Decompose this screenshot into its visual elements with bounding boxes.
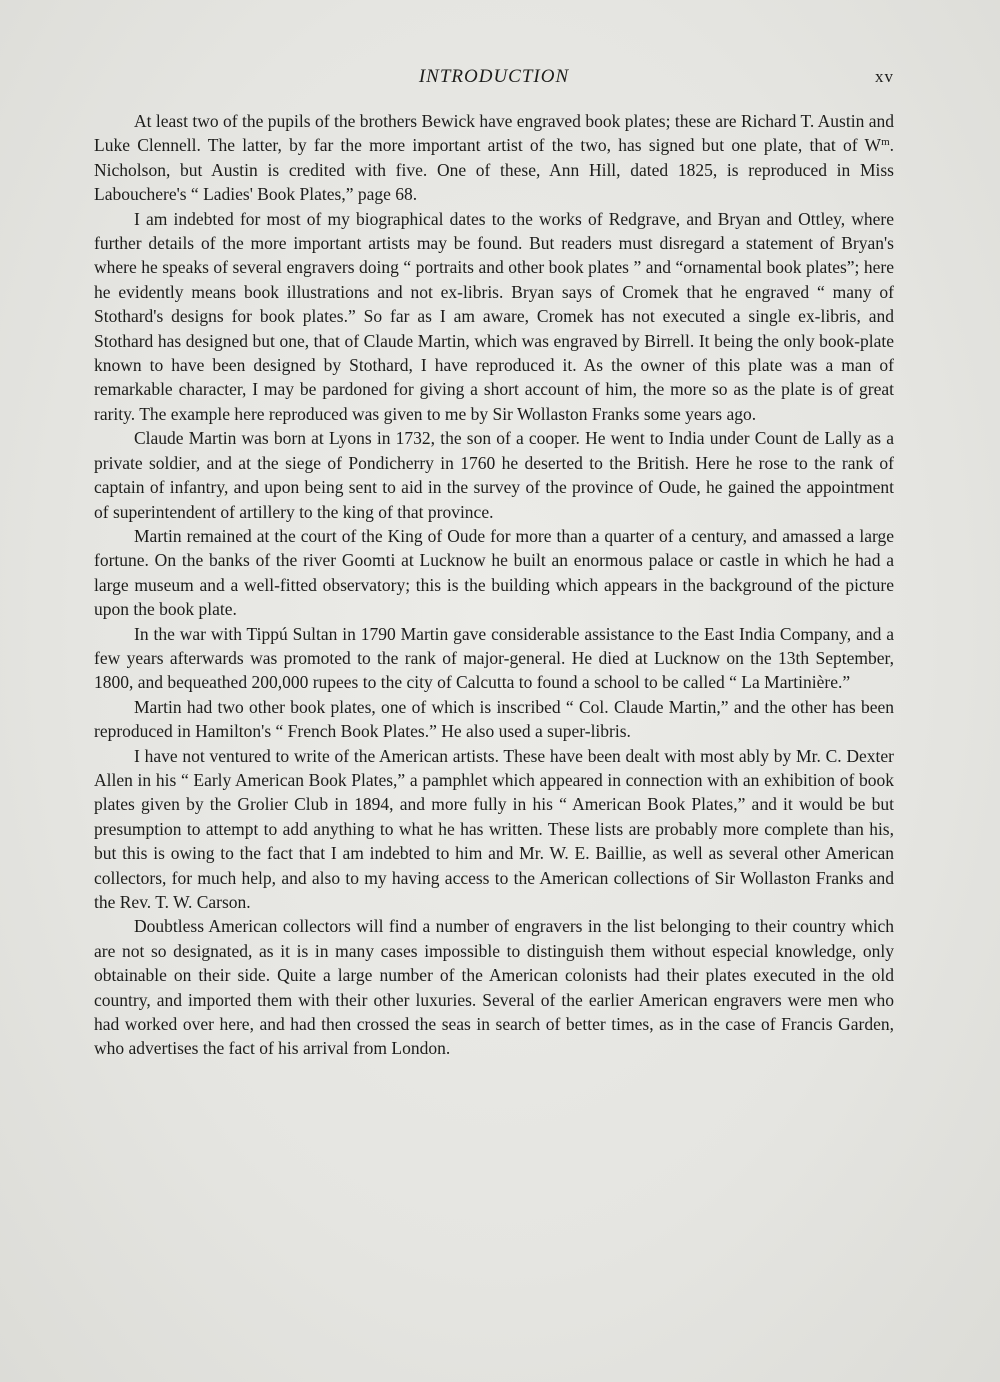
paragraph-biographical-dates: I am indebted for most of my biographical dates to the works of Redgrave, and Bryan and Ottley, where further details of the more important artists may be found. But readers must disregard a statement of Bryan's where he speaks of several engravers doing “ portraits and other book plates ” and “ornamental book plates”; here he evidently means book illustrations and not ex-libris. Bryan says of Cromek that he engraved “ many of Stothard's designs for book plates.” So far as I am aware, Cromek has not executed a single ex-libris, and Stothard has designed but one, that of Claude Martin, which was engraved by Birrell. It being the only book-plate known to have been designed by Stothard, I have reproduced it. As the owner of this plate was a man of remarkable character, I may be pardoned for giving a short account of him, the more so as the plate is of great rarity. The example here reproduced was given to me by Sir Wollaston Franks some years ago. [94, 208, 894, 424]
paragraph-american-collectors: Doubtless American collectors will find a number of engravers in the list belonging to their country which are not so designated, as it is in many cases impossible to distinguish them without especial knowledge, only obtainable on their side. Quite a large number of the American colonists had their plates executed in the old country, and imported them with their other luxuries. Several of the earlier American engravers were men who had worked over here, and had then crossed the seas in search of better times, as in the case of Francis Garden, who advertises the fact of his arrival from London. [94, 916, 894, 1059]
paragraph-tippu-sultan: In the war with Tippú Sultan in 1790 Martin gave considerable assistance to the East India Company, and a few years afterwards was promoted to the rank of major-general. He died at Lucknow on the 13th September, 1800, and bequeathed 200,000 rupees to the city of Calcutta to found a school to be called “ La Martinière.” [94, 623, 894, 693]
running-title: INTRODUCTION [418, 66, 570, 87]
paragraph-bewick-pupils [94, 109, 894, 207]
body-text [94, 109, 894, 1061]
superscript: m [881, 136, 890, 149]
page-number: xv [875, 67, 894, 86]
paragraph-claude-martin-birth: Claude Martin was born at Lyons in 1732, the son of a cooper. He went to India under Count de Lally as a private soldier, and at the siege of Pondicherry in 1760 he deserted to the British. Here he rose to the rank of captain of infantry, and upon being sent to aid in the survey of the province of Oude, he gained the appointment of superintendent of artillery to the king of that province. [94, 428, 894, 522]
paragraph-other-book-plates: Martin had two other book plates, one of which is inscribed “ Col. Claude Martin,” and the other has been reproduced in Hamilton's “ French Book Plates.” He also used a super-libris. [94, 696, 894, 742]
page-header [94, 64, 894, 90]
paragraph-text: . Nicholson, but Austin is credited with five. One of these, Ann Hill, dated 1825, is reproduced in Miss Labouchere's “ Ladies' Book Plates,” page 68. [94, 135, 894, 205]
paragraph-text: At least two of the pupils of the brothers Bewick have engraved book plates; these are Richard T. Austin and Luke Clennell. The latter, by far the more important artist of the two, has signed but one plate, that of W [94, 111, 894, 156]
paragraph-martin-oude: Martin remained at the court of the King of Oude for more than a quarter of a century, and amassed a large fortune. On the banks of the river Goomti at Lucknow he built an enormous palace or castle in which he had a large museum and a well-fitted observatory; this is the building which appears in the background of the picture upon the book plate. [94, 525, 894, 620]
paragraph-american-artists: I have not ventured to write of the American artists. These have been dealt with most ably by Mr. C. Dexter Allen in his “ Early American Book Plates,” a pamphlet which appeared in connection with an exhibition of book plates given by the Grolier Club in 1894, and more fully in his “ American Book Plates,” and it would be but presumption to attempt to add anything to what he has written. These lists are probably more complete than his, but this is owing to the fact that I am indebted to him and Mr. W. E. Baillie, as well as several other American collectors, for much help, and also to my having access to the American collections of Sir Wollaston Franks and the Rev. T. W. Carson. [94, 745, 894, 912]
